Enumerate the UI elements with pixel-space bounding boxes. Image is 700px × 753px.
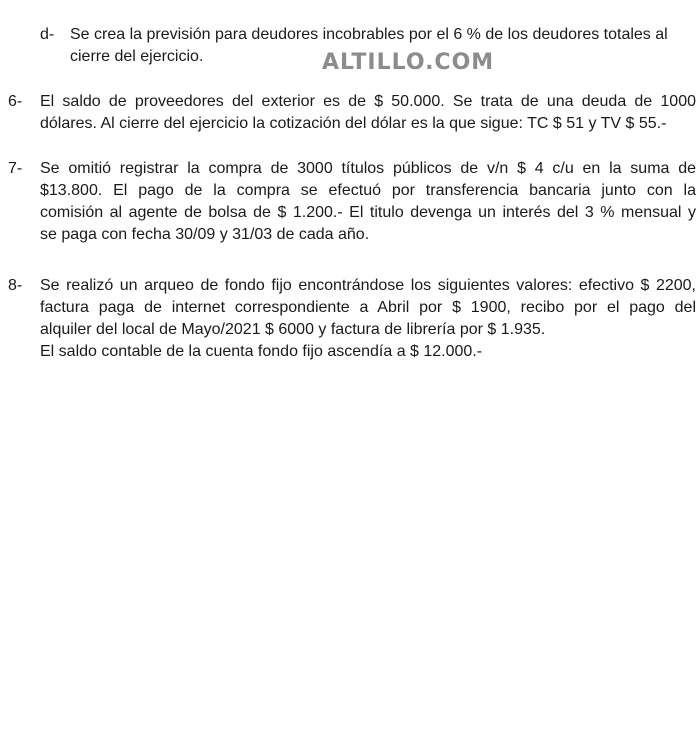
list-item-8	[0, 275, 700, 363]
item-marker: 7-	[8, 160, 23, 177]
text-line: se paga con fecha 30/09 y 31/03 de cada año.	[40, 226, 370, 243]
item-text	[40, 275, 696, 363]
text-line: cierre del ejercicio.	[70, 48, 204, 65]
text-line: Se realizó un arqueo de fondo fijo encontrándose los siguientes valores: efectivo $ 2200,	[40, 277, 696, 294]
text-line: El saldo contable de la cuenta fondo fijo ascendía a $ 12.000.-	[40, 343, 483, 360]
text-line: alquiler del local de Mayo/2021 $ 6000 y factura de librería por $ 1.935.	[40, 321, 546, 338]
item-marker: d-	[40, 26, 55, 43]
text-line: comisión al agente de bolsa de $ 1.200.- El titulo devenga un interés del 3 % mensual y	[40, 204, 696, 221]
text-line: Se omitió registrar la compra de 3000 títulos públicos de v/n $ 4 c/u en la suma de	[40, 160, 696, 177]
list-item-7	[0, 158, 700, 246]
item-marker: 6-	[8, 93, 23, 110]
text-line: dólares. Al cierre del ejercicio la cotización del dólar es la que sigue: TC $ 51 y TV $ 55.-	[40, 115, 667, 132]
item-text	[40, 91, 696, 135]
item-text	[40, 158, 696, 246]
text-line: factura paga de internet correspondiente a Abril por $ 1900, recibo por el pago del	[40, 299, 696, 316]
watermark: ALTILLO.COM	[322, 50, 495, 75]
text-line: $13.800. El pago de la compra se efectuó por transferencia bancaria junto con la	[40, 182, 696, 199]
item-marker: 8-	[8, 277, 23, 294]
list-item-6	[0, 91, 700, 135]
text-line: Se crea la previsión para deudores incobrables por el 6 % de los deudores totales al	[70, 26, 668, 43]
text-line: El saldo de proveedores del exterior es de $ 50.000. Se trata de una deuda de 1000	[40, 93, 696, 110]
